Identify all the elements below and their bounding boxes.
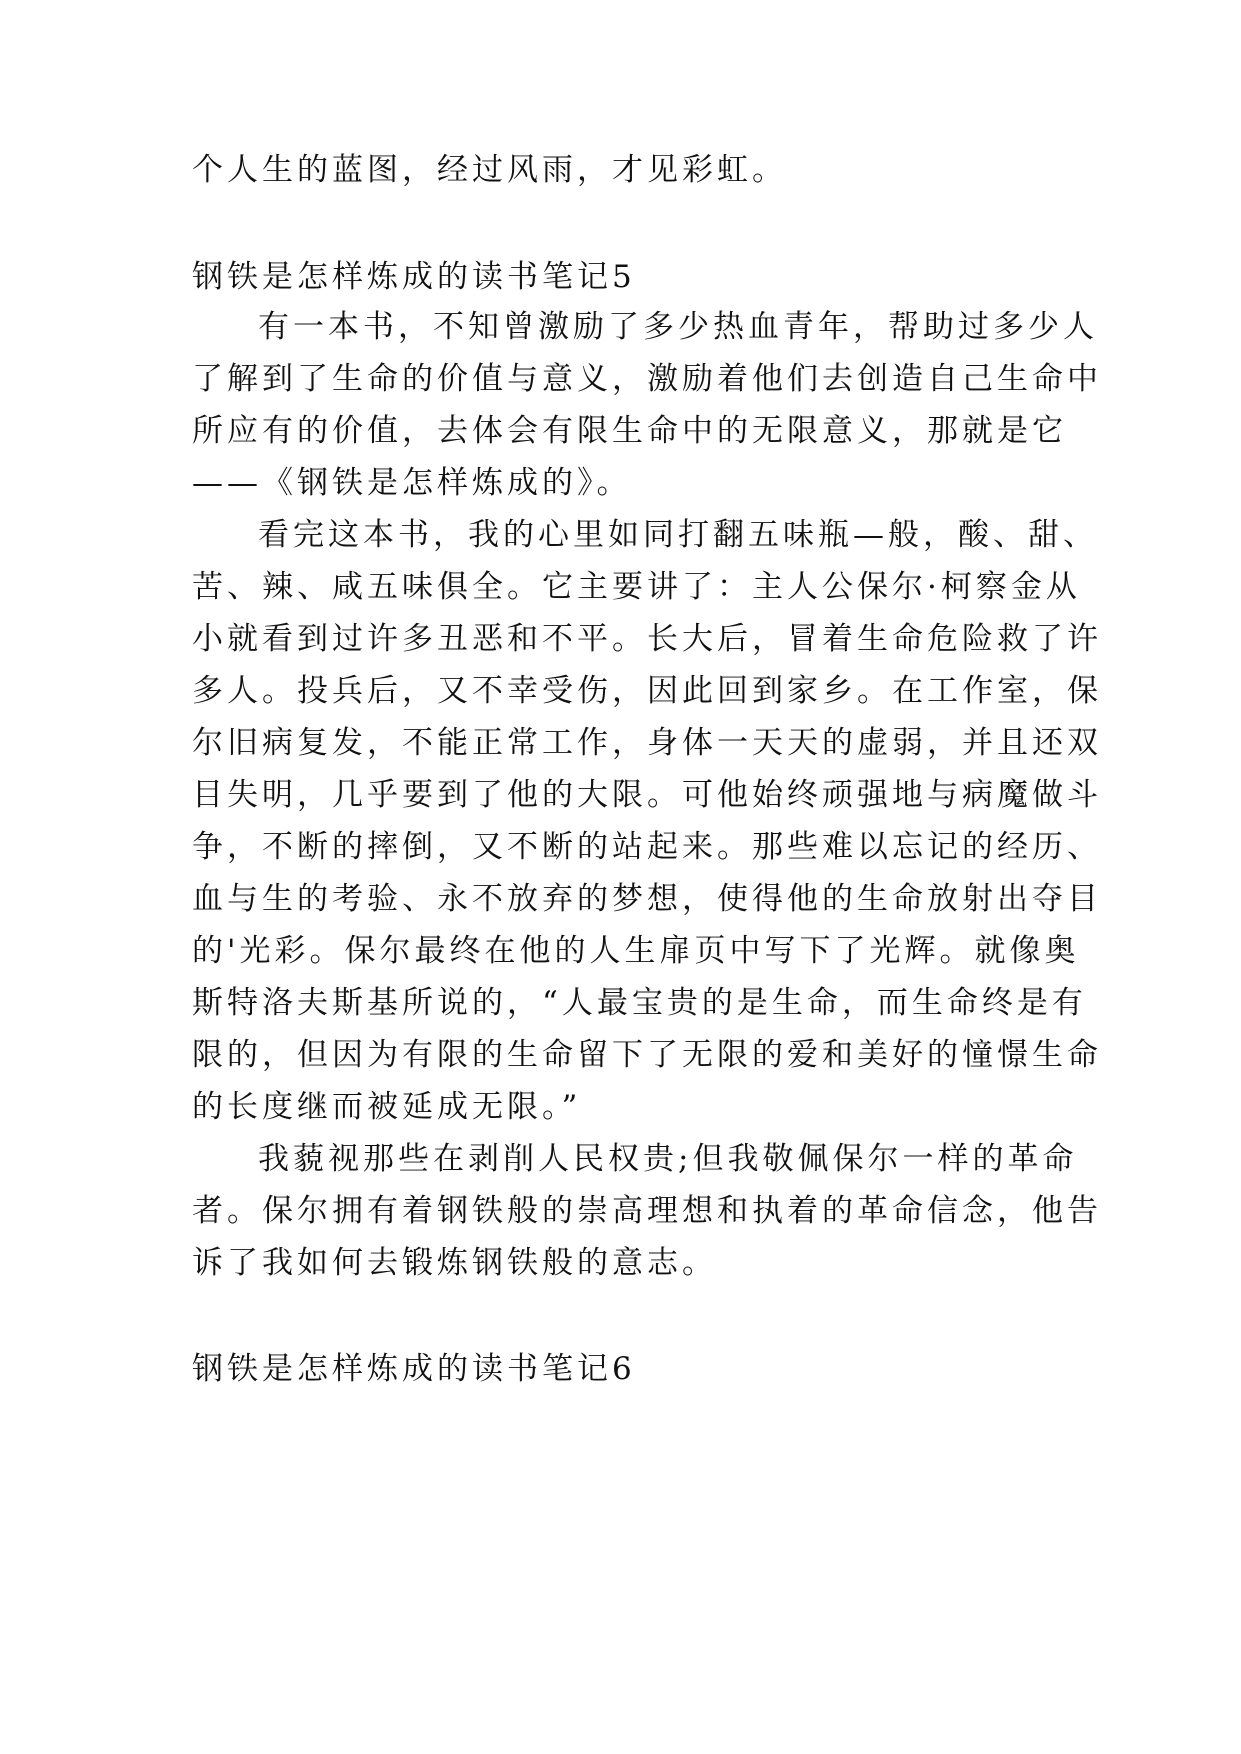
paragraph-line: ——《钢铁是怎样炼成的》。 — [192, 465, 632, 501]
paragraph-line: 血与生的考验、永不放弃的梦想，使得他的生命放射出夺目 — [192, 881, 1102, 917]
paragraph-line: 看完这本书，我的心里如同打翻五味瓶—般，酸、甜、 — [258, 517, 1098, 553]
paragraph-line: 诉了我如何去锻炼钢铁般的意志。 — [192, 1245, 717, 1281]
paragraph-line: 我藐视那些在剥削人民权贵;但我敬佩保尔一样的革命 — [258, 1141, 1078, 1177]
paragraph-line: 尔旧病复发，不能正常工作，身体一天天的虚弱，并且还双 — [192, 725, 1102, 761]
section-heading: 钢铁是怎样炼成的读书笔记6 — [192, 1351, 636, 1387]
paragraph-line: 有一本书，不知曾激励了多少热血青年，帮助过多少人 — [258, 309, 1098, 345]
paragraph-line: 小就看到过许多丑恶和不平。长大后，冒着生命危险救了许 — [192, 621, 1102, 657]
paragraph-line: 争，不断的摔倒，又不断的站起来。那些难以忘记的经历、 — [192, 829, 1102, 865]
paragraph-line: 者。保尔拥有着钢铁般的崇高理想和执着的革命信念，他告 — [192, 1193, 1102, 1229]
paragraph-line: 目失明，几乎要到了他的大限。可他始终顽强地与病魔做斗 — [192, 777, 1102, 813]
paragraph-line: 个人生的蓝图，经过风雨，才见彩虹。 — [192, 152, 787, 188]
paragraph-line: 所应有的价值，去体会有限生命中的无限意义，那就是它 — [192, 413, 1067, 449]
paragraph-line: 苦、辣、咸五味俱全。它主要讲了：主人公保尔·柯察金从 — [192, 569, 1081, 605]
paragraph-line: 了解到了生命的价值与意义，激励着他们去创造自己生命中 — [192, 361, 1102, 397]
paragraph-line: 多人。投兵后，又不幸受伤，因此回到家乡。在工作室，保 — [192, 673, 1102, 709]
section-heading: 钢铁是怎样炼成的读书笔记5 — [192, 259, 636, 295]
paragraph-line: 的长度继而被延成无限。” — [192, 1089, 582, 1125]
paragraph-line: 的'光彩。保尔最终在他的人生扉页中写下了光辉。就像奥 — [192, 933, 1080, 969]
paragraph-line: 斯特洛夫斯基所说的，“人最宝贵的是生命，而生命终是有 — [192, 985, 1087, 1021]
paragraph-line: 限的，但因为有限的生命留下了无限的爱和美好的憧憬生命 — [192, 1037, 1102, 1073]
